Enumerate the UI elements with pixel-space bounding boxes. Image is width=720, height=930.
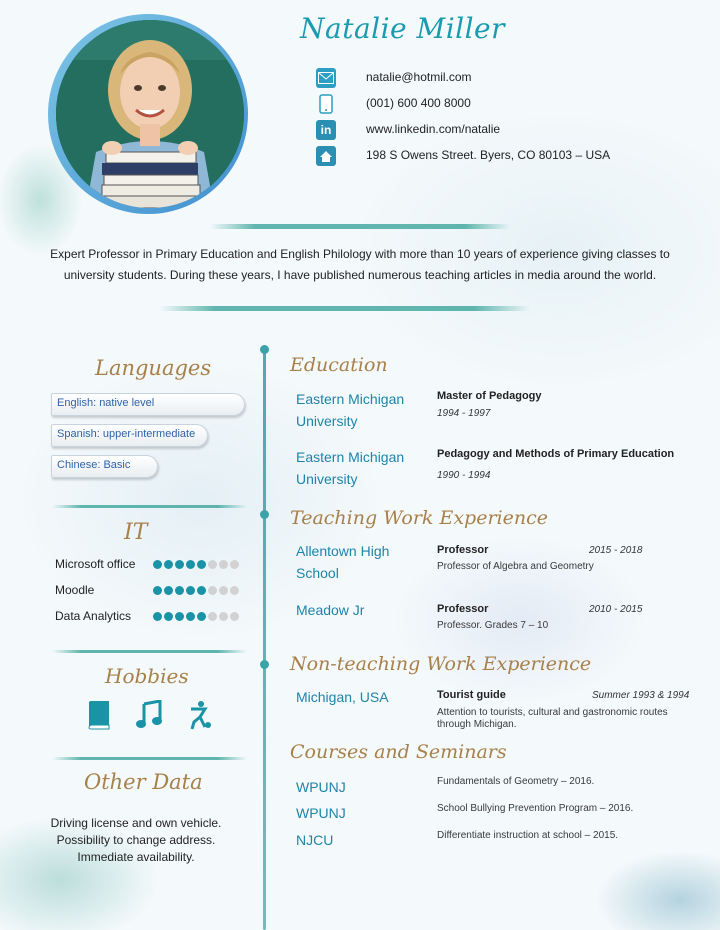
phone-icon — [316, 94, 336, 114]
courses-title: Courses and Seminars — [290, 741, 507, 763]
contact-linkedin — [316, 120, 501, 140]
contact-email — [316, 68, 472, 88]
teaching-title: Teaching Work Experience — [290, 507, 548, 529]
rating-dot — [175, 612, 184, 621]
languages-title: Languages — [95, 356, 212, 380]
rating-dot — [219, 586, 228, 595]
address-text: 198 S Owens Street. Byers, CO 80103 – USA — [366, 148, 611, 162]
home-icon — [316, 146, 336, 166]
rating-dot — [153, 586, 162, 595]
education-years: 1994 - 1997 — [437, 408, 491, 419]
linkedin-icon: in — [316, 120, 336, 140]
divider-brush — [160, 306, 530, 311]
education-title: Education — [290, 354, 388, 376]
phone-text[interactable]: (001) 600 400 8000 — [366, 96, 471, 110]
skill-name: Data Analytics — [55, 609, 132, 623]
teaching-place: Allentown High School — [296, 543, 390, 581]
rating-dot — [197, 586, 206, 595]
course-desc: Differentiate instruction at school – 2015. — [437, 830, 619, 841]
rating-dot — [197, 560, 206, 569]
skill-name: Microsoft office — [55, 557, 136, 571]
music-note-icon — [136, 700, 162, 730]
book-icon — [86, 700, 112, 730]
teaching-years: 2010 - 2015 — [589, 604, 643, 615]
it-title: IT — [124, 520, 148, 545]
rating-dot — [186, 586, 195, 595]
soccer-player-icon — [186, 700, 212, 730]
teaching-desc: Professor of Algebra and Geometry — [437, 561, 594, 572]
teaching-role: Professor — [437, 544, 489, 556]
education-institution: Eastern Michigan University — [296, 391, 405, 429]
course-desc: School Bullying Prevention Program – 2016. — [437, 803, 634, 814]
divider-brush — [52, 505, 247, 508]
rating-dot — [219, 612, 228, 621]
rating-dot — [230, 612, 239, 621]
divider-marker — [260, 510, 269, 519]
divider-marker — [260, 660, 269, 669]
email-icon — [316, 68, 336, 88]
language-item: Spanish: upper-intermediate — [51, 424, 208, 447]
rating-dot — [164, 586, 173, 595]
rating-dot — [219, 560, 228, 569]
profile-summary: Expert Professor in Primary Education and English Philology with more than 10 years of experience giving classes to university students. During these years, I have published numerous teaching articles in media around the world. — [50, 247, 670, 282]
other-data-line: Immediate availability. — [77, 850, 195, 864]
education-years: 1990 - 1994 — [437, 470, 491, 481]
rating-dot — [208, 560, 217, 569]
hobbies-title: Hobbies — [105, 664, 189, 688]
rating-dot — [164, 612, 173, 621]
skill-rating — [153, 586, 239, 595]
teaching-place: Meadow Jr — [296, 602, 365, 618]
column-divider — [263, 345, 266, 930]
profile-photo — [56, 20, 244, 208]
divider-brush — [210, 224, 510, 229]
linkedin-text[interactable]: www.linkedin.com/natalie — [366, 122, 501, 136]
other-data-line: Possibility to change address. — [56, 833, 216, 847]
non-teaching-years: Summer 1993 & 1994 — [592, 690, 690, 701]
divider-marker — [260, 345, 269, 354]
education-institution: Eastern Michigan University — [296, 449, 405, 487]
teaching-role: Professor — [437, 603, 489, 615]
course-org: WPUNJ — [296, 779, 346, 795]
other-data-list — [40, 815, 232, 866]
course-org: WPUNJ — [296, 805, 346, 821]
contact-address — [316, 146, 611, 166]
rating-dot — [186, 612, 195, 621]
rating-dot — [164, 560, 173, 569]
education-degree: Master of Pedagogy — [437, 390, 542, 402]
non-teaching-desc: Attention to tourists, cultural and gastronomic routes through Michigan. — [437, 707, 668, 730]
non-teaching-role: Tourist guide — [437, 689, 506, 701]
teaching-years: 2015 - 2018 — [589, 545, 643, 556]
non-teaching-place: Michigan, USA — [296, 689, 389, 705]
other-data-line: Driving license and own vehicle. — [50, 816, 222, 830]
skill-name: Moodle — [55, 583, 95, 597]
language-item: Chinese: Basic — [51, 455, 158, 478]
course-desc: Fundamentals of Geometry – 2016. — [437, 776, 595, 787]
candidate-name: Natalie Miller — [300, 12, 506, 45]
skill-rating — [153, 560, 239, 569]
skill-rating — [153, 612, 239, 621]
rating-dot — [208, 586, 217, 595]
teaching-desc: Professor. Grades 7 – 10 — [437, 620, 549, 631]
non-teaching-title: Non-teaching Work Experience — [290, 653, 592, 675]
rating-dot — [208, 612, 217, 621]
divider-brush — [52, 650, 247, 653]
email-text[interactable]: natalie@hotmil.com — [366, 70, 472, 84]
course-org: NJCU — [296, 832, 334, 848]
rating-dot — [186, 560, 195, 569]
rating-dot — [197, 612, 206, 621]
rating-dot — [230, 560, 239, 569]
other-data-title: Other Data — [84, 770, 203, 794]
rating-dot — [153, 560, 162, 569]
contact-phone — [316, 94, 471, 114]
rating-dot — [230, 586, 239, 595]
education-degree: Pedagogy and Methods of Primary Education — [437, 448, 675, 460]
rating-dot — [175, 560, 184, 569]
divider-brush — [52, 757, 247, 760]
language-item: English: native level — [51, 393, 245, 416]
rating-dot — [175, 586, 184, 595]
rating-dot — [153, 612, 162, 621]
